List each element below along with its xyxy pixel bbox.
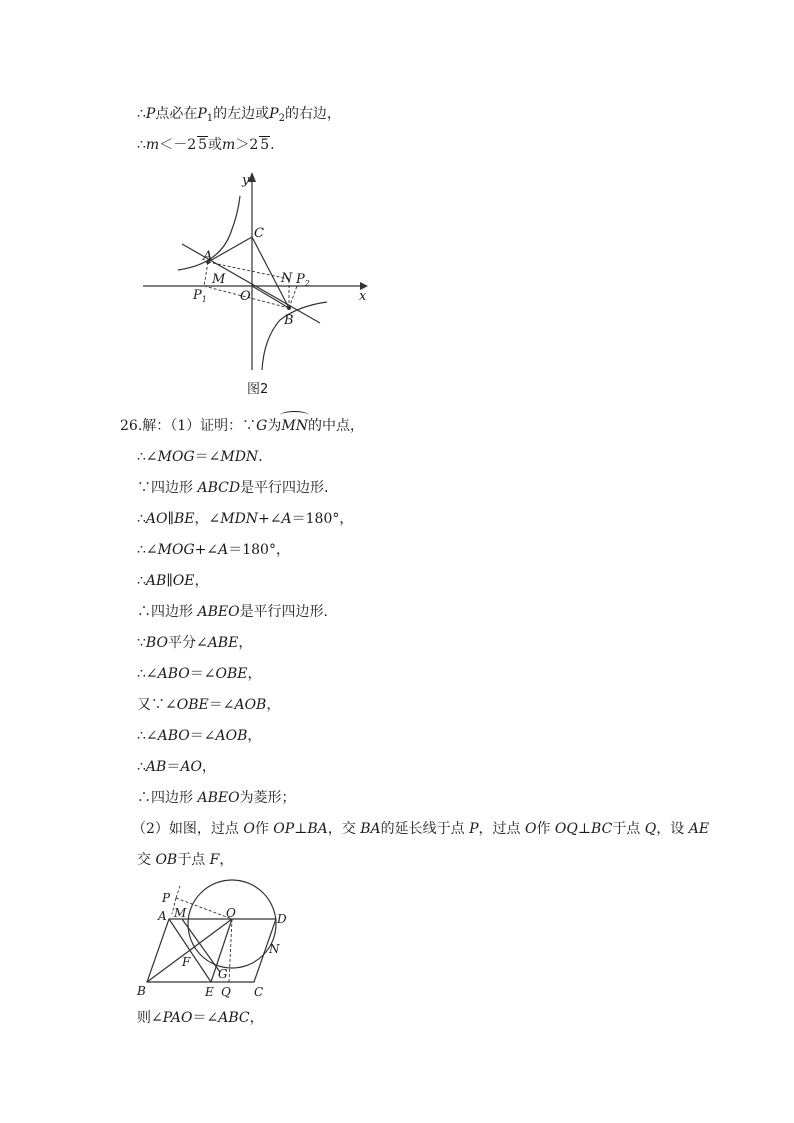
text-line-1: ∴P点必在$P_1$的左边或$P_2$的右边，: [137, 106, 341, 124]
segment-ca: [208, 237, 252, 262]
circle-o: [188, 880, 276, 968]
dashed-b-p2: [289, 286, 297, 308]
label-d: D: [277, 912, 287, 926]
text-line-16: （2）如图，过点 O作 OP⊥BA，交 BA的延长线于点 P，过点 O作 OQ⊥BC于点 Q，设 AE: [132, 821, 710, 837]
figure-3-diagram: [135, 872, 295, 1002]
label-f: F: [182, 955, 191, 969]
text-line-12: 又∵∠OBE＝∠AOB，: [137, 697, 281, 713]
figure-2-caption: 图2: [247, 382, 269, 397]
label-m: M: [212, 272, 226, 287]
text-line-14: ∴AB＝AO，: [137, 759, 216, 775]
parallelogram-abcd: [147, 919, 276, 982]
dashed-a-p1: [204, 262, 208, 286]
text-line-7: ∴∠MOG+∠A＝180°，: [137, 542, 290, 558]
label-c: C: [254, 985, 264, 999]
label-y: y: [242, 173, 250, 188]
text-line-6: ∴AO∥BE，∠MDN+∠A＝180°，: [137, 511, 354, 527]
label-c: C: [254, 226, 264, 241]
problem-26-heading: 26.解：（1）证明：∵G为MN的中点，: [120, 418, 364, 434]
text-line-8: ∴AB∥OE，: [137, 573, 209, 589]
arc-mn: MN: [281, 418, 308, 434]
label-p1: $P_1$: [193, 288, 207, 304]
label-x: x: [359, 289, 367, 304]
text-line-10: ∵BO平分∠ABE，: [137, 635, 253, 651]
sqrt-sign: 5: [260, 137, 270, 153]
text-line-13: ∴∠ABO＝∠AOB，: [137, 728, 262, 744]
text-line-9: ∴四边形 ABEO是平行四边形.: [137, 604, 329, 620]
label-p: P: [162, 891, 171, 905]
label-o: O: [240, 289, 251, 304]
text-line-2: ∴m＜－2 5或m＞2 5.: [137, 137, 275, 153]
label-o: O: [226, 906, 236, 920]
sqrt-sign: 5: [198, 137, 208, 153]
label-g: G: [218, 967, 228, 981]
dashed-pa-ext: [176, 886, 180, 898]
label-n: N: [281, 271, 293, 286]
text-line-11: ∴∠ABO＝∠OBE，: [137, 666, 262, 682]
label-b: B: [284, 313, 294, 328]
text-line-17: 交 OB于点 F，: [137, 852, 234, 868]
text-line-4: ∴∠MOG＝∠MDN.: [137, 449, 263, 465]
label-m: M: [174, 906, 187, 920]
label-a: A: [203, 249, 213, 264]
text-line-18: 则∠PAO＝∠ABC，: [137, 1010, 264, 1026]
label-b: B: [137, 984, 146, 998]
hyperbola-branch-lower: [262, 302, 327, 370]
label-n: N: [269, 942, 280, 956]
label-q: Q: [221, 985, 231, 999]
figure-2-diagram: [140, 170, 380, 370]
label-p2: $P_2$: [296, 272, 310, 288]
label-a: A: [158, 909, 167, 923]
label-e: E: [205, 985, 214, 999]
text-line-5: ∵四边形 ABCD是平行四边形.: [137, 480, 329, 496]
text-line-15: ∴四边形 ABEO为菱形；: [137, 790, 296, 806]
